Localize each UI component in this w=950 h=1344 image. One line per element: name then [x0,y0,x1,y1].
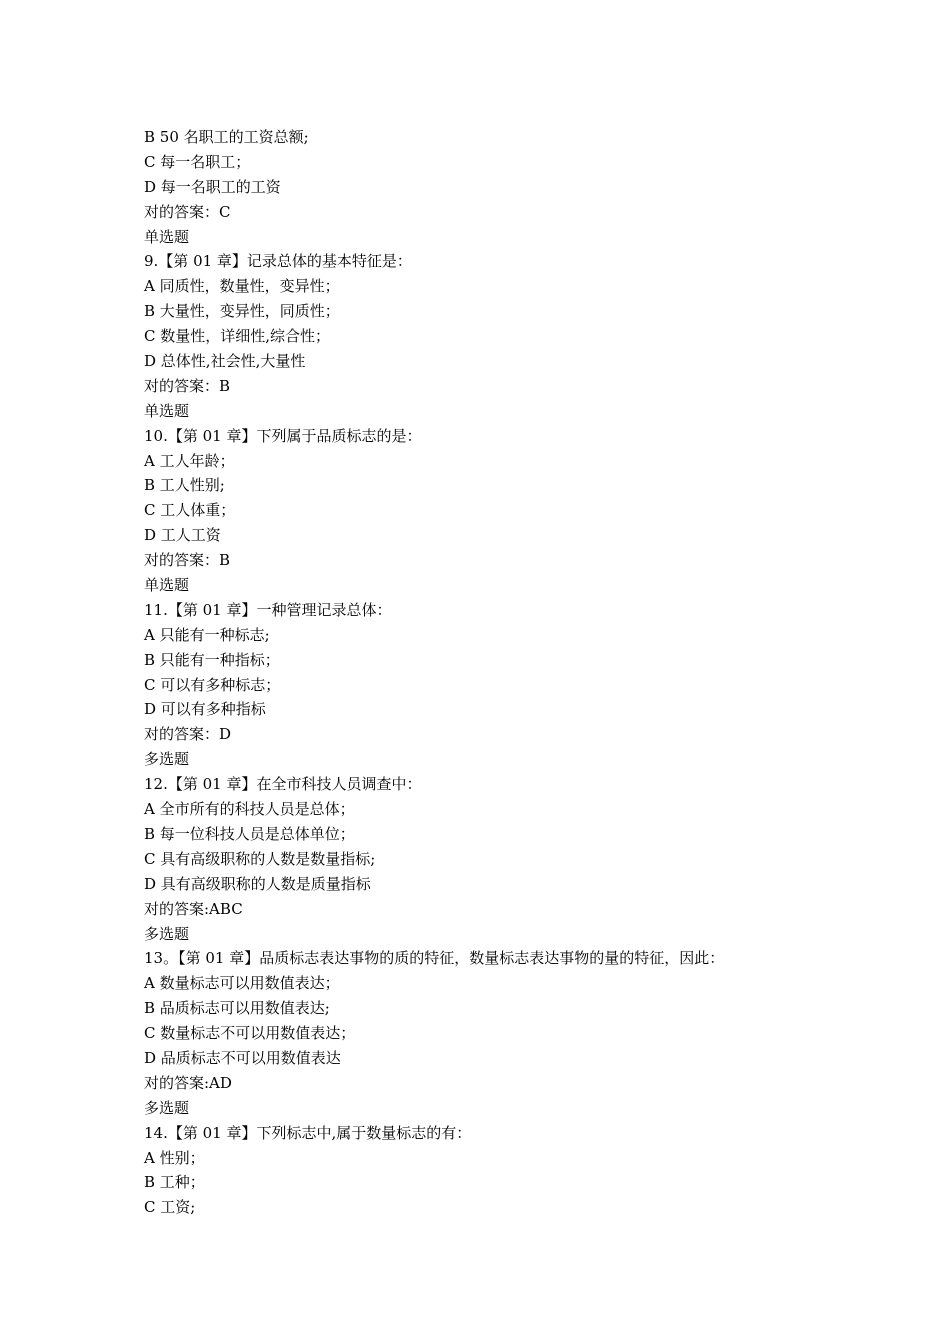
question-type: 单选题 [144,401,190,420]
option-line: A 只能有一种标志; [144,625,270,644]
option-line: A 工人年龄； [144,451,235,470]
option-line: A 同质性，数量性，变异性； [144,277,340,296]
option-line: B 工种； [144,1173,205,1192]
question-title: 14.【第 01 章】下列标志中,属于数量标志的有： [144,1123,472,1142]
option-line: D 可以有多种指标 [144,700,266,719]
option-line: C 工人体重； [144,501,236,520]
question-type: 多选题 [144,1098,190,1117]
option-line: A 性别； [144,1148,205,1167]
question-type: 多选题 [144,924,190,943]
option-line: C 工资; [144,1198,196,1217]
answer-line: 对的答案:ABC [144,899,243,918]
option-line: B 只能有一种指标； [144,650,280,669]
option-line: C 数量性，详细性,综合性； [144,327,331,346]
answer-line: 对的答案：B [144,551,231,570]
question-title: 13。【第 01 章】品质标志表达事物的质的特征，数量标志表达事物的量的特征，因此： [144,949,725,968]
option-line: B 50 名职工的工资总额; [144,128,309,146]
option-line: C 每一名职工； [144,152,251,171]
option-line: D 每一名职工的工资 [144,177,281,196]
question-type: 单选题 [144,227,190,246]
answer-line: 对的答案：C [144,202,231,221]
question-title: 9.【第 01 章】记录总体的基本特征是： [144,252,412,271]
question-title: 12.【第 01 章】在全市科技人员调查中： [144,775,422,794]
option-line: D 工人工资 [144,526,221,545]
answer-line: 对的答案：D [144,725,232,744]
question-type: 单选题 [144,576,190,595]
answer-line: 对的答案:AD [144,1073,232,1092]
option-line: B 大量性，变异性，同质性； [144,302,340,321]
option-line: D 品质标志不可以用数值表达 [144,1048,341,1067]
option-line: B 品质标志可以用数值表达; [144,999,330,1018]
option-line: D 具有高级职称的人数是质量指标 [144,874,371,893]
answer-line: 对的答案：B [144,376,231,395]
option-line: B 每一位科技人员是总体单位； [144,824,355,843]
option-line: B 工人性别; [144,476,225,495]
option-line: C 可以有多种标志； [144,675,281,694]
document-body [144,125,844,1220]
question-title: 10.【第 01 章】下列属于品质标志的是： [144,426,422,445]
question-title: 11.【第 01 章】一种管理记录总体： [144,600,392,619]
option-line: A 数量标志可以用数值表达； [144,974,340,993]
option-line: C 具有高级职称的人数是数量指标; [144,849,376,868]
question-type: 多选题 [144,750,190,769]
option-line: D 总体性,社会性,大量性 [144,352,306,371]
option-line: A 全市所有的科技人员是总体； [144,800,355,819]
option-line: C 数量标志不可以用数值表达； [144,1024,356,1043]
